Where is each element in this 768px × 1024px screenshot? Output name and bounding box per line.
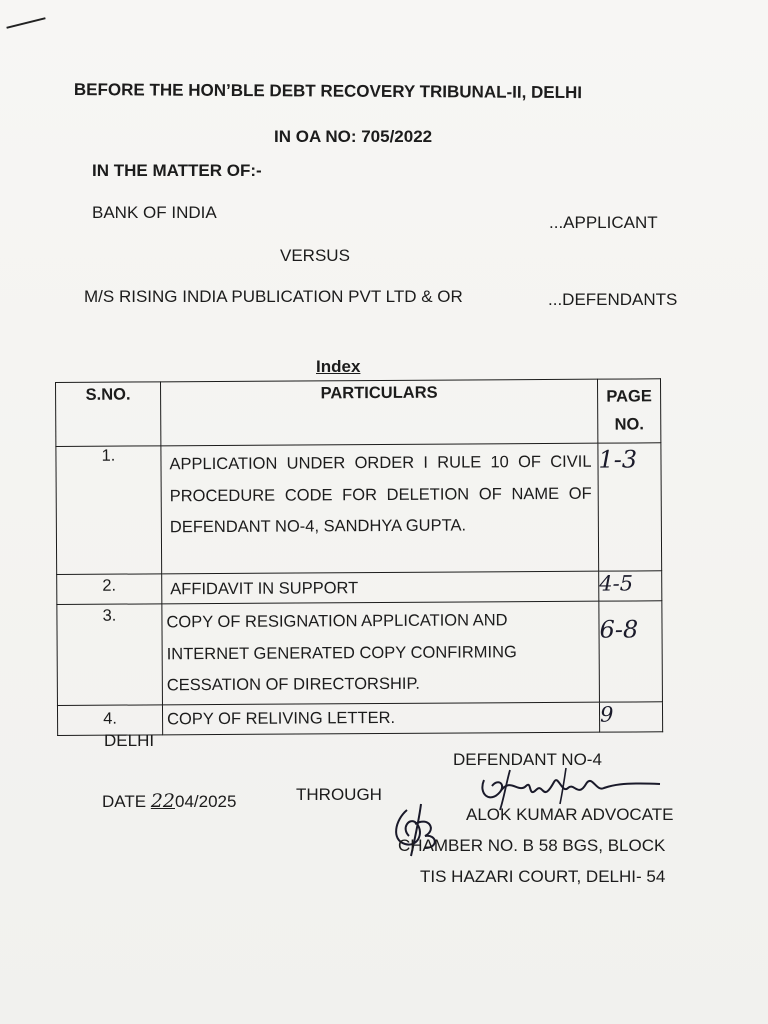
row-page-handwritten: 6-8 <box>599 615 639 644</box>
row-particulars <box>161 443 599 574</box>
row-particulars <box>162 601 600 704</box>
header-page-line1: PAGE <box>606 387 652 406</box>
row-page <box>598 443 662 571</box>
defendant-name: M/S RISING INDIA PUBLICATION PVT LTD & OR <box>84 287 463 306</box>
row-particulars-text: AFFIDAVIT IN SUPPORT <box>170 579 359 599</box>
defendant-role: ...DEFENDANTS <box>548 290 678 309</box>
tribunal-title: BEFORE THE HON’BLE DEBT RECOVERY TRIBUNAL-II, DELHI <box>73 80 583 103</box>
through-label: THROUGH <box>296 785 382 804</box>
table-row <box>57 601 663 705</box>
row-particulars <box>162 571 599 604</box>
chamber-address: CHAMBER NO. B 58 BGS, BLOCK <box>398 836 666 855</box>
court-address: TIS HAZARI COURT, DELHI- 54 <box>420 867 666 886</box>
index-header-row <box>56 379 661 447</box>
index-table <box>55 378 663 735</box>
row-sno: 4. <box>57 704 162 735</box>
header-particulars: PARTICULARS <box>161 379 598 446</box>
date-line <box>102 790 236 812</box>
applicant-name: BANK OF INDIA <box>92 203 217 222</box>
header-sno: S.NO. <box>56 382 161 447</box>
advocate-name: ALOK KUMAR ADVOCATE <box>466 805 674 824</box>
versus-label: VERSUS <box>280 246 350 265</box>
party-label: DEFENDANT NO-4 <box>453 750 602 769</box>
header-page-line2: NO. <box>614 415 644 434</box>
row-page <box>599 701 662 731</box>
date-rest: 04/2025 <box>175 792 237 811</box>
table-row <box>56 443 662 575</box>
case-number: IN OA NO: 705/2022 <box>274 127 433 146</box>
applicant-role: ...APPLICANT <box>549 213 658 232</box>
row-sno: 1. <box>56 446 162 575</box>
row-page <box>599 571 662 601</box>
matter-heading: IN THE MATTER OF:- <box>92 161 262 180</box>
row-page-handwritten: 4-5 <box>599 571 634 596</box>
header-page <box>597 379 660 443</box>
table-row <box>57 571 662 605</box>
row-particulars-text: APPLICATION UNDER ORDER I RULE 10 OF CIVIL PROCEDURE CODE FOR DELETION OF NAME OF DEFENDANT NO-4, SANDHYA GUPTA. <box>169 452 592 537</box>
row-particulars-text: COPY OF RESIGNATION APPLICATION AND INTERNET GENERATED COPY CONFIRMING CESSATION OF DIRECTORSHIP. <box>166 611 517 695</box>
row-sno: 2. <box>57 574 162 605</box>
place-label: DELHI <box>104 731 155 750</box>
index-title: Index <box>316 357 361 376</box>
row-page-handwritten: 9 <box>599 702 614 727</box>
row-page <box>599 601 663 702</box>
row-particulars-text: COPY OF RELIVING LETTER. <box>167 708 396 728</box>
date-label: DATE <box>102 792 147 811</box>
row-page-handwritten: 1-3 <box>598 445 638 474</box>
row-sno: 3. <box>57 604 163 705</box>
table-row <box>57 701 662 735</box>
pen-mark <box>6 17 45 29</box>
date-day-handwritten: 22 <box>150 790 175 812</box>
row-particulars <box>162 702 599 735</box>
